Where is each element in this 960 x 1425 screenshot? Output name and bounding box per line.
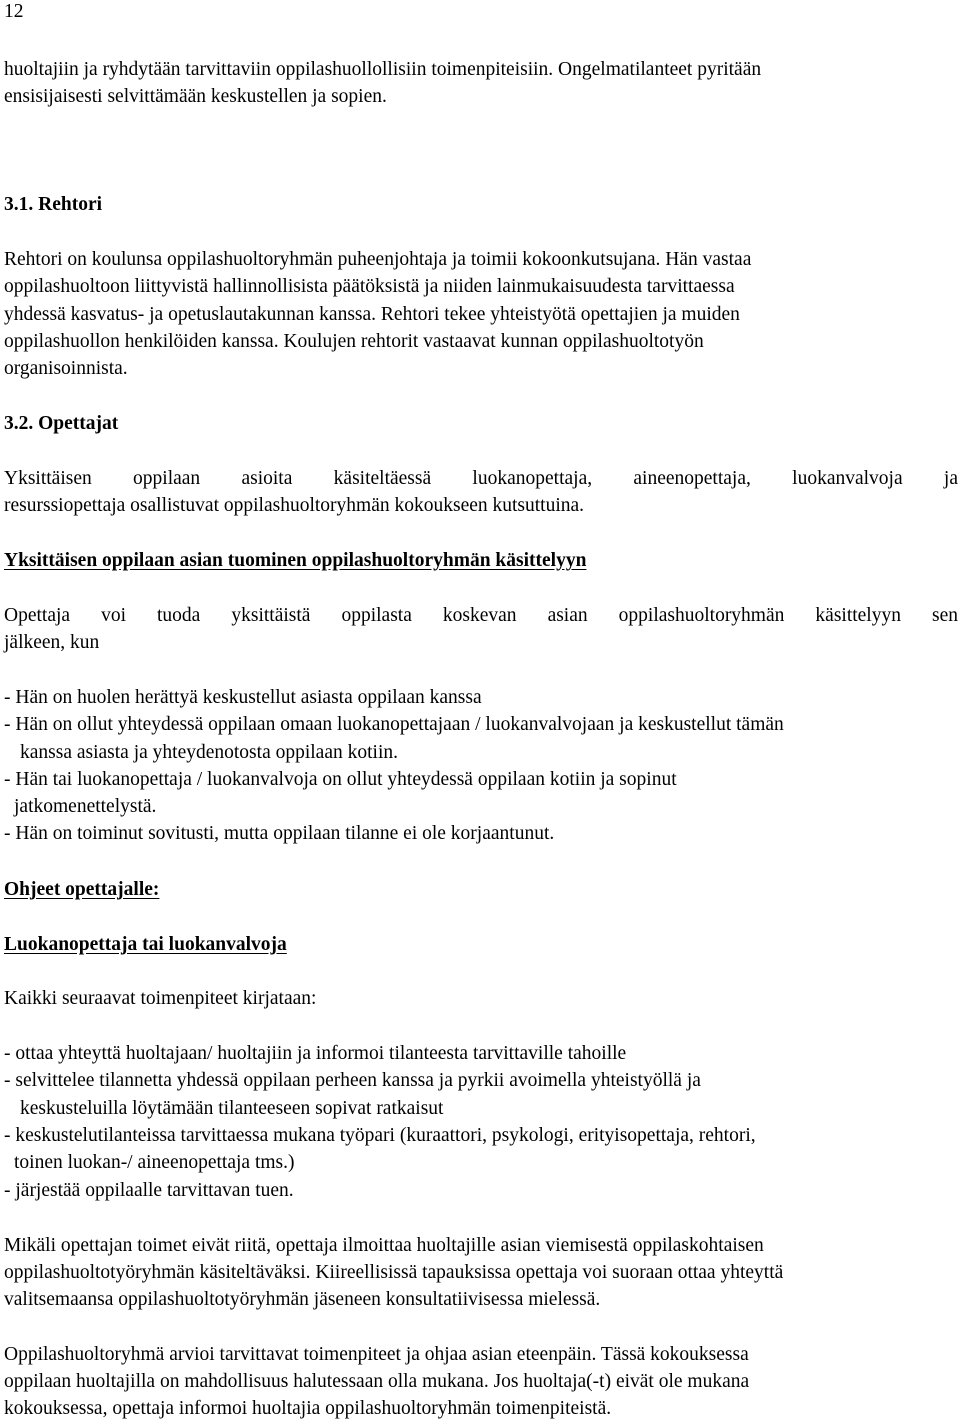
text-line: kokouksessa, opettaja informoi huoltajia oppilashuoltoryhmän toimenpiteistä. — [4, 1398, 612, 1419]
list-item: - Hän on ollut yhteydessä oppilaan omaan luokanopettajaan / luokanvalvojaan ja keskustellut tämän — [4, 714, 784, 735]
list-item-continuation: jatkomenettelystä. — [14, 796, 157, 817]
list-item-continuation: toinen luokan-/ aineenopettaja tms.) — [14, 1152, 295, 1173]
heading-opettajat: 3.2. Opettajat — [4, 413, 119, 434]
text-line: resurssiopettaja osallistuvat oppilashuoltoryhmän kokoukseen kutsuttuina. — [4, 495, 585, 516]
text-line: Opettaja voi tuoda yksittäistä oppilasta koskevan asian oppilashuoltoryhmän käsittelyyn sen — [4, 605, 958, 626]
list-item: - selvittelee tilannetta yhdessä oppilaan perheen kanssa ja pyrkii avoimella yhteistyöllä ja — [4, 1070, 701, 1091]
list-item-continuation: keskusteluilla löytämään tilanteeseen sopivat ratkaisut — [20, 1098, 444, 1119]
list-item: - Hän tai luokanopettaja / luokanvalvoja on ollut yhteydessä oppilaan kotiin ja sopinut — [4, 769, 677, 790]
text-line: oppilashuoltotyöryhmän käsiteltäväksi. Kiireellisissä tapauksissa opettaja voi suoraan ottaa yhteyttä — [4, 1262, 784, 1283]
page-number: 12 — [4, 1, 24, 22]
list-item: - keskustelutilanteissa tarvittaessa mukana työpari (kuraattori, psykologi, erityisopettaja, rehtori, — [4, 1125, 756, 1146]
text-line: Rehtori on koulunsa oppilashuoltoryhmän puheenjohtaja ja toimii kokoonkutsujana. Hän vastaa — [4, 249, 752, 270]
text-line: Oppilashuoltoryhmä arvioi tarvittavat toimenpiteet ja ohjaa asian eteenpäin. Tässä kokouksessa — [4, 1344, 749, 1365]
list-item: - Hän on toiminut sovitusti, mutta oppilaan tilanne ei ole korjaantunut. — [4, 823, 555, 844]
list-item-continuation: kanssa asiasta ja yhteydenotosta oppilaan kotiin. — [20, 742, 398, 763]
text-line: ensisijaisesti selvittämään keskustellen ja sopien. — [4, 86, 387, 107]
text-line: Yksittäisen oppilaan asioita käsiteltäessä luokanopettaja, aineenopettaja, luokanvalvoja ja — [4, 468, 958, 489]
text-line: organisoinnista. — [4, 358, 128, 379]
text-line: oppilashuollon henkilöiden kanssa. Koulujen rehtorit vastaavat kunnan oppilashuoltotyön — [4, 331, 704, 352]
list-item: - Hän on huolen herättyä keskustellut asiasta oppilaan kanssa — [4, 687, 482, 708]
text-line: Mikäli opettajan toimet eivät riitä, opettaja ilmoittaa huoltajille asian viemisestä oppilaskohtaisen — [4, 1235, 764, 1256]
text-line: oppilashuoltoon liittyvistä hallinnollisista päätöksistä ja niiden lainmukaisuudesta tarvittaessa — [4, 276, 735, 297]
text-line: valitsemaansa oppilashuoltotyöryhmän jäseneen konsultatiivisessa mielessä. — [4, 1289, 601, 1310]
heading-kasittely: Yksittäisen oppilaan asian tuominen oppilashuoltoryhmän käsittelyyn — [4, 550, 587, 571]
subheading-luokanopettaja: Luokanopettaja tai luokanvalvoja — [4, 934, 287, 955]
heading-rehtori: 3.1. Rehtori — [4, 194, 103, 215]
ohjeet-intro: Kaikki seuraavat toimenpiteet kirjataan: — [4, 988, 317, 1009]
text-line: yhdessä kasvatus- ja opetuslautakunnan kanssa. Rehtori tekee yhteistyötä opettajien ja muiden — [4, 304, 740, 325]
text-line: jälkeen, kun — [4, 632, 100, 653]
text-line: oppilaan huoltajilla on mahdollisuus halutessaan olla mukana. Jos huoltaja(-t) eivät ole mukana — [4, 1371, 750, 1392]
list-item: - järjestää oppilaalle tarvittavan tuen. — [4, 1180, 294, 1201]
list-item: - ottaa yhteyttä huoltajaan/ huoltajiin ja informoi tilanteesta tarvittaville tahoille — [4, 1043, 627, 1064]
heading-ohjeet: Ohjeet opettajalle: — [4, 879, 160, 900]
text-line: huoltajiin ja ryhdytään tarvittaviin oppilashuollollisiin toimenpiteisiin. Ongelmatilanteet pyritään — [4, 59, 762, 80]
